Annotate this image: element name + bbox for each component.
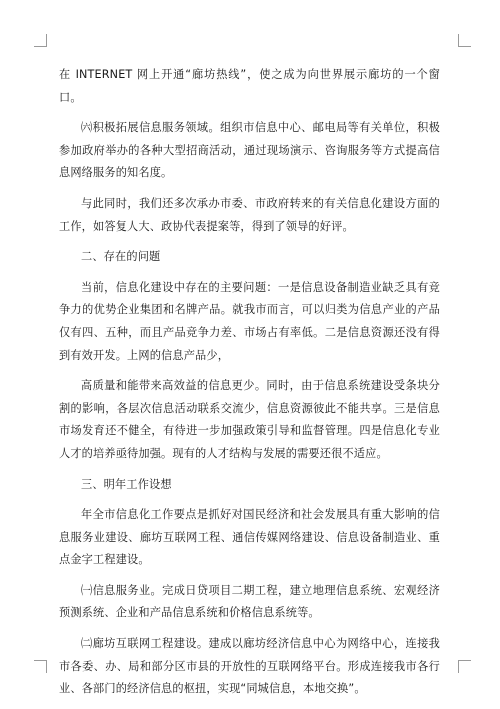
crop-mark-top-left <box>34 34 47 47</box>
crop-mark-bottom-right <box>458 660 471 673</box>
document-body <box>59 64 440 709</box>
paragraph-proposal-handling: 与此同时，我们还多次承办市委、市政府转来的有关信息化建设方面的工作，如答复人大、政协代表提案等，得到了领导的好评。 <box>59 196 440 233</box>
paragraph-problems-continued: 高质量和能带来高效益的信息更少。同时，由于信息系统建设受条块分割的影响，各层次信息活动联系交流少，信息资源彼此不能共享。三是信息市场发育还不健全，有待进一步加强政策引导和监督管理。四是信息化专业人才的培养亟待加强。现有的人才结构与发展的需要还很不适应。 <box>59 379 440 460</box>
section-heading-next-year-plan: 三、明年工作设想 <box>81 477 172 491</box>
crop-mark-bottom-left <box>34 660 47 673</box>
paragraph-main-problems: 当前，信息化建设中存在的主要问题：一是信息设备制造业缺乏具有竞争力的优势企业集团和名牌产品。就我市而言，可以归类为信息产业的产品仅有四、五种，而且产品竞争力差、市场占有率低。二是信息资源还没有得到有效开发。上网的信息产品少， <box>59 280 440 362</box>
paragraph-info-service-expansion: ㈥积极拓展信息服务领域。组织市信息中心、邮电局等有关单位，积极参加政府举办的各种大型招商活动，通过现场演示、咨询服务等方式提高信息网络服务的知名度。 <box>59 121 440 180</box>
paragraph-internet-hotline: 在 INTERNET 网上开通“廊坊热线”，使之成为向世界展示廊坊的一个窗口。 <box>59 68 440 104</box>
crop-mark-top-right <box>458 34 471 47</box>
paragraph-info-service-industry: ㈠信息服务业。完成日贷项目二期工程，建立地理信息系统、宏观经济预测系统、企业和产品信息系统和价格信息系统等。 <box>59 583 440 620</box>
paragraph-internet-project: ㈡廊坊互联网工程建设。建成以廊坊经济信息中心为网络中心，连接我市各委、办、局和部分区市县的开放性的互联网络平台。形成连接我市各行业、各部门的经济信息的枢扭，实现“同城信息，本地交换”。 <box>59 637 440 696</box>
section-heading-existing-problems: 二、存在的问题 <box>81 250 161 264</box>
paragraph-work-priorities: 年全市信息化工作要点是抓好对国民经济和社会发展具有重大影响的信息服务业建设、廊坊互联网工程、通信传媒网络建设、信息设备制造业、重点金字工程建设。 <box>59 508 440 567</box>
